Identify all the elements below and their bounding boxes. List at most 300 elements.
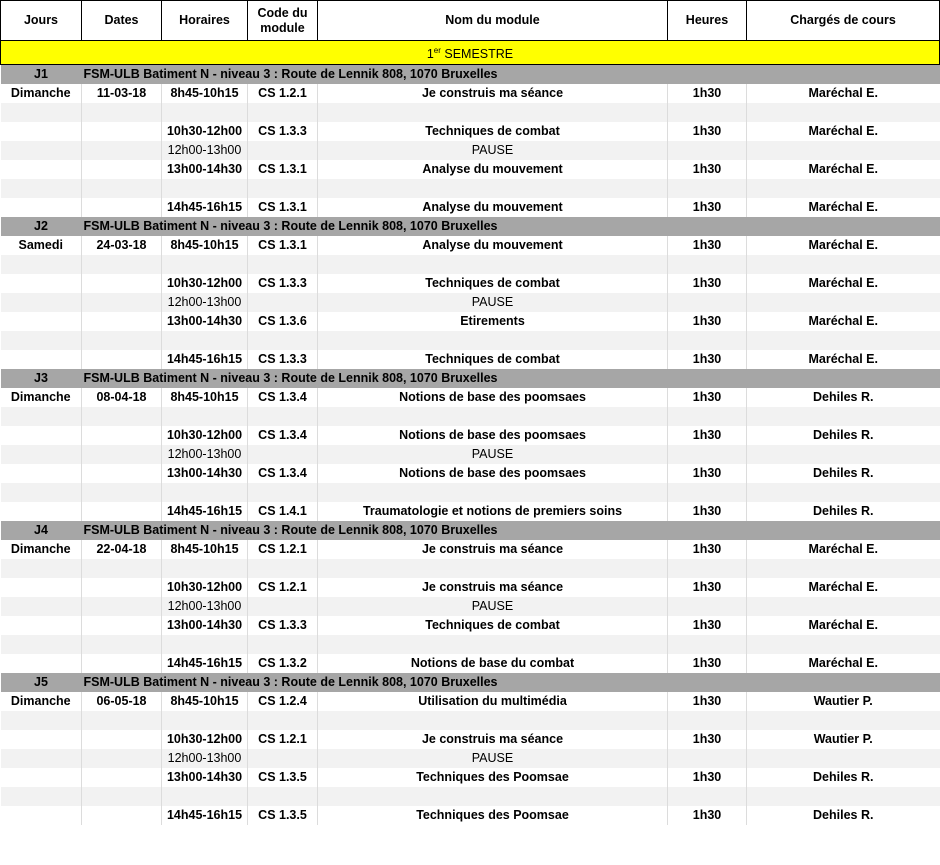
time-cell: 13h00-14h30: [162, 464, 248, 483]
code-cell: [248, 445, 318, 464]
teacher-cell: Maréchal E.: [808, 238, 878, 252]
module-name-cell: Analyse du mouvement: [318, 160, 668, 179]
module-name-cell: Je construis ma séance: [318, 540, 668, 559]
time-cell: 8h45-10h15: [162, 236, 248, 255]
teacher-cell: [747, 331, 940, 350]
teacher-cell: [747, 749, 940, 768]
code-cell: CS 1.2.1: [248, 578, 318, 597]
time-cell: 12h00-13h00: [162, 293, 248, 312]
date-cell: [82, 464, 162, 483]
day-id: J3: [1, 369, 82, 388]
semester-text: SEMESTRE: [440, 47, 514, 61]
time-cell: 10h30-12h00: [162, 730, 248, 749]
teacher-cell: Maréchal E.: [808, 656, 878, 670]
day-cell: [1, 179, 82, 198]
time-cell: 10h30-12h00: [162, 274, 248, 293]
session-row: [1, 255, 940, 274]
day-cell: [1, 141, 82, 160]
day-location: FSM-ULB Batiment N - niveau 3 : Route de Lennik 808, 1070 Bruxelles: [82, 521, 940, 540]
module-name-cell: Analyse du mouvement: [318, 236, 668, 255]
time-cell: 14h45-16h15: [162, 198, 248, 217]
hours-cell: 1h30: [668, 692, 747, 711]
hours-cell: 1h30: [668, 540, 747, 559]
time-cell: 12h00-13h00: [162, 597, 248, 616]
hours-cell: [668, 559, 747, 578]
code-cell: CS 1.3.4: [248, 426, 318, 445]
header-nom: Nom du module: [318, 1, 668, 41]
date-cell: [82, 597, 162, 616]
code-cell: CS 1.3.2: [248, 654, 318, 673]
teacher-cell: Wautier P.: [813, 732, 873, 746]
day-cell: [1, 198, 82, 217]
time-cell: 8h45-10h15: [162, 84, 248, 103]
day-id: J1: [1, 65, 82, 85]
header-code: [248, 1, 318, 41]
hours-cell: 1h30: [668, 768, 747, 787]
session-row: [1, 806, 940, 825]
module-name-cell: [318, 407, 668, 426]
day-id: J5: [1, 673, 82, 692]
day-cell: [1, 483, 82, 502]
session-row: [1, 236, 940, 255]
hours-cell: [668, 711, 747, 730]
semester-num: 1: [426, 47, 434, 61]
code-cell: [248, 711, 318, 730]
date-cell: [82, 331, 162, 350]
hours-cell: [668, 445, 747, 464]
day-cell: [1, 407, 82, 426]
day-cell: [1, 616, 82, 635]
day-cell: [1, 768, 82, 787]
hours-cell: 1h30: [668, 806, 747, 825]
module-name-cell: Techniques de combat: [318, 350, 668, 369]
teacher-cell: [747, 635, 940, 654]
semester-sup: er: [433, 46, 441, 55]
pause-row: [1, 141, 940, 160]
time-cell: 10h30-12h00: [162, 426, 248, 445]
time-cell: 10h30-12h00: [162, 122, 248, 141]
code-cell: [248, 331, 318, 350]
teacher-cell: [747, 483, 940, 502]
day-cell: [1, 255, 82, 274]
module-name-cell: Techniques des Poomsae: [318, 768, 668, 787]
module-name-cell: [318, 711, 668, 730]
day-id: J4: [1, 521, 82, 540]
session-row: [1, 122, 940, 141]
module-name-cell: [318, 331, 668, 350]
time-cell: 8h45-10h15: [162, 692, 248, 711]
session-row: [1, 635, 940, 654]
session-row: [1, 730, 940, 749]
hours-cell: [668, 787, 747, 806]
header-dates: Dates: [82, 1, 162, 41]
module-name-cell: [318, 483, 668, 502]
module-name-cell: Notions de base du combat: [318, 654, 668, 673]
teacher-cell: Dehiles R.: [813, 466, 874, 480]
code-cell: [248, 103, 318, 122]
teacher-cell: Wautier P.: [813, 694, 873, 708]
code-cell: [248, 141, 318, 160]
code-cell: CS 1.2.1: [248, 540, 318, 559]
date-cell: [82, 635, 162, 654]
module-name-cell: Je construis ma séance: [318, 84, 668, 103]
teacher-cell: Maréchal E.: [808, 542, 878, 556]
time-cell: [162, 559, 248, 578]
day-cell: [1, 597, 82, 616]
day-location-row: [1, 65, 940, 85]
date-cell: [82, 749, 162, 768]
teacher-cell: Maréchal E.: [808, 124, 878, 138]
time-cell: 8h45-10h15: [162, 388, 248, 407]
module-name-cell: [318, 179, 668, 198]
header-row: [1, 1, 940, 41]
date-cell: [82, 654, 162, 673]
date-cell: [82, 293, 162, 312]
session-row: [1, 198, 940, 217]
module-name-cell: Utilisation du multimédia: [318, 692, 668, 711]
hours-cell: 1h30: [668, 388, 747, 407]
teacher-cell: [747, 559, 940, 578]
date-cell: [82, 502, 162, 521]
code-cell: CS 1.2.1: [248, 84, 318, 103]
teacher-cell: [747, 407, 940, 426]
teacher-cell: [747, 179, 940, 198]
date-cell: [82, 768, 162, 787]
module-name-cell: Techniques des Poomsae: [318, 806, 668, 825]
day-location: FSM-ULB Batiment N - niveau 3 : Route de Lennik 808, 1070 Bruxelles: [82, 217, 940, 236]
hours-cell: [668, 597, 747, 616]
hours-cell: [668, 331, 747, 350]
session-row: [1, 464, 940, 483]
module-name-cell: Techniques de combat: [318, 122, 668, 141]
date-cell: 08-04-18: [82, 388, 162, 407]
time-cell: 8h45-10h15: [162, 540, 248, 559]
hours-cell: 1h30: [668, 502, 747, 521]
header-heures: Heures: [668, 1, 747, 41]
date-cell: [82, 255, 162, 274]
code-cell: CS 1.2.1: [248, 730, 318, 749]
hours-cell: [668, 179, 747, 198]
day-cell: [1, 293, 82, 312]
day-cell: [1, 331, 82, 350]
module-name-cell: PAUSE: [318, 749, 668, 768]
hours-cell: 1h30: [668, 84, 747, 103]
session-row: [1, 331, 940, 350]
code-cell: [248, 255, 318, 274]
module-name-cell: Techniques de combat: [318, 274, 668, 293]
hours-cell: 1h30: [668, 274, 747, 293]
time-cell: [162, 255, 248, 274]
date-cell: [82, 483, 162, 502]
time-cell: 14h45-16h15: [162, 350, 248, 369]
module-name-cell: Techniques de combat: [318, 616, 668, 635]
day-location: FSM-ULB Batiment N - niveau 3 : Route de Lennik 808, 1070 Bruxelles: [82, 65, 940, 85]
time-cell: 13h00-14h30: [162, 312, 248, 331]
semester-label: [1, 41, 940, 65]
day-cell: Dimanche: [1, 540, 82, 559]
hours-cell: 1h30: [668, 160, 747, 179]
hours-cell: [668, 103, 747, 122]
day-cell: [1, 578, 82, 597]
date-cell: [82, 312, 162, 331]
day-cell: [1, 654, 82, 673]
module-name-cell: [318, 103, 668, 122]
module-name-cell: PAUSE: [318, 293, 668, 312]
date-cell: [82, 445, 162, 464]
hours-cell: [668, 141, 747, 160]
time-cell: 12h00-13h00: [162, 141, 248, 160]
day-cell: [1, 749, 82, 768]
hours-cell: 1h30: [668, 236, 747, 255]
teacher-cell: Maréchal E.: [808, 162, 878, 176]
header-code-line1: Code du: [257, 5, 308, 20]
time-cell: [162, 483, 248, 502]
day-cell: Samedi: [1, 236, 82, 255]
date-cell: [82, 274, 162, 293]
session-row: [1, 711, 940, 730]
date-cell: [82, 122, 162, 141]
date-cell: [82, 198, 162, 217]
session-row: [1, 388, 940, 407]
day-cell: [1, 103, 82, 122]
date-cell: [82, 407, 162, 426]
module-name-cell: Notions de base des poomsaes: [318, 464, 668, 483]
day-cell: [1, 160, 82, 179]
teacher-cell: Maréchal E.: [808, 580, 878, 594]
time-cell: 14h45-16h15: [162, 502, 248, 521]
time-cell: 13h00-14h30: [162, 160, 248, 179]
day-cell: [1, 635, 82, 654]
session-row: [1, 84, 940, 103]
teacher-cell: Maréchal E.: [808, 86, 878, 100]
session-row: [1, 160, 940, 179]
module-name-cell: PAUSE: [318, 445, 668, 464]
module-name-cell: Etirements: [318, 312, 668, 331]
day-cell: [1, 312, 82, 331]
day-cell: Dimanche: [1, 388, 82, 407]
teacher-cell: Dehiles R.: [813, 504, 874, 518]
code-cell: [248, 179, 318, 198]
time-cell: [162, 787, 248, 806]
pause-row: [1, 445, 940, 464]
code-cell: CS 1.3.3: [248, 274, 318, 293]
time-cell: 12h00-13h00: [162, 445, 248, 464]
session-row: [1, 768, 940, 787]
session-row: [1, 483, 940, 502]
module-name-cell: [318, 635, 668, 654]
code-cell: [248, 787, 318, 806]
time-cell: 13h00-14h30: [162, 616, 248, 635]
day-cell: [1, 502, 82, 521]
teacher-cell: Maréchal E.: [808, 352, 878, 366]
hours-cell: 1h30: [668, 426, 747, 445]
code-cell: CS 1.3.5: [248, 768, 318, 787]
module-name-cell: [318, 559, 668, 578]
schedule-body: [1, 65, 940, 826]
day-location-row: [1, 369, 940, 388]
session-row: [1, 692, 940, 711]
teacher-cell: Dehiles R.: [813, 428, 874, 442]
date-cell: [82, 426, 162, 445]
session-row: [1, 787, 940, 806]
teacher-cell: [747, 445, 940, 464]
day-id: J2: [1, 217, 82, 236]
teacher-cell: Maréchal E.: [808, 314, 878, 328]
date-cell: 24-03-18: [82, 236, 162, 255]
teacher-cell: Maréchal E.: [808, 618, 878, 632]
teacher-cell: [747, 711, 940, 730]
code-cell: [248, 407, 318, 426]
session-row: [1, 274, 940, 293]
module-name-cell: Je construis ma séance: [318, 578, 668, 597]
code-cell: CS 1.3.1: [248, 236, 318, 255]
code-cell: [248, 293, 318, 312]
teacher-cell: Maréchal E.: [808, 276, 878, 290]
teacher-cell: Dehiles R.: [813, 808, 874, 822]
teacher-cell: [747, 293, 940, 312]
teacher-cell: [747, 103, 940, 122]
day-cell: [1, 730, 82, 749]
day-cell: [1, 122, 82, 141]
time-cell: 14h45-16h15: [162, 806, 248, 825]
session-row: [1, 103, 940, 122]
time-cell: [162, 179, 248, 198]
code-cell: [248, 635, 318, 654]
teacher-cell: Dehiles R.: [813, 770, 874, 784]
date-cell: [82, 787, 162, 806]
time-cell: [162, 711, 248, 730]
day-cell: [1, 274, 82, 293]
date-cell: [82, 141, 162, 160]
session-row: [1, 426, 940, 445]
teacher-cell: [747, 787, 940, 806]
time-cell: [162, 103, 248, 122]
day-location: FSM-ULB Batiment N - niveau 3 : Route de Lennik 808, 1070 Bruxelles: [82, 673, 940, 692]
day-cell: Dimanche: [1, 692, 82, 711]
date-cell: [82, 559, 162, 578]
hours-cell: [668, 635, 747, 654]
time-cell: 14h45-16h15: [162, 654, 248, 673]
time-cell: [162, 635, 248, 654]
session-row: [1, 540, 940, 559]
code-cell: [248, 597, 318, 616]
header-code-line2: module: [260, 20, 305, 35]
day-cell: [1, 559, 82, 578]
session-row: [1, 407, 940, 426]
date-cell: 11-03-18: [82, 84, 162, 103]
session-row: [1, 616, 940, 635]
hours-cell: [668, 293, 747, 312]
code-cell: CS 1.3.3: [248, 350, 318, 369]
date-cell: 22-04-18: [82, 540, 162, 559]
code-cell: CS 1.3.6: [248, 312, 318, 331]
day-cell: [1, 464, 82, 483]
module-name-cell: PAUSE: [318, 597, 668, 616]
session-row: [1, 654, 940, 673]
day-location-row: [1, 673, 940, 692]
hours-cell: 1h30: [668, 616, 747, 635]
teacher-cell: Maréchal E.: [808, 200, 878, 214]
date-cell: [82, 160, 162, 179]
time-cell: 13h00-14h30: [162, 768, 248, 787]
code-cell: CS 1.3.3: [248, 616, 318, 635]
code-cell: [248, 559, 318, 578]
teacher-cell: Dehiles R.: [813, 390, 874, 404]
date-cell: [82, 806, 162, 825]
day-cell: [1, 350, 82, 369]
hours-cell: [668, 407, 747, 426]
date-cell: [82, 179, 162, 198]
code-cell: CS 1.3.4: [248, 388, 318, 407]
time-cell: [162, 407, 248, 426]
time-cell: 10h30-12h00: [162, 578, 248, 597]
code-cell: CS 1.3.3: [248, 122, 318, 141]
module-name-cell: Notions de base des poomsaes: [318, 426, 668, 445]
header-charges: Chargés de cours: [747, 1, 940, 41]
module-name-cell: [318, 255, 668, 274]
date-cell: 06-05-18: [82, 692, 162, 711]
code-cell: CS 1.3.1: [248, 198, 318, 217]
hours-cell: 1h30: [668, 350, 747, 369]
pause-row: [1, 597, 940, 616]
day-location: FSM-ULB Batiment N - niveau 3 : Route de Lennik 808, 1070 Bruxelles: [82, 369, 940, 388]
code-cell: CS 1.3.5: [248, 806, 318, 825]
hours-cell: 1h30: [668, 312, 747, 331]
module-name-cell: Traumatologie et notions de premiers soins: [318, 502, 668, 521]
hours-cell: [668, 255, 747, 274]
day-cell: [1, 787, 82, 806]
session-row: [1, 559, 940, 578]
session-row: [1, 179, 940, 198]
hours-cell: 1h30: [668, 654, 747, 673]
day-location-row: [1, 217, 940, 236]
date-cell: [82, 350, 162, 369]
pause-row: [1, 749, 940, 768]
day-cell: [1, 445, 82, 464]
module-name-cell: PAUSE: [318, 141, 668, 160]
date-cell: [82, 578, 162, 597]
day-location-row: [1, 521, 940, 540]
hours-cell: [668, 749, 747, 768]
date-cell: [82, 616, 162, 635]
code-cell: CS 1.2.4: [248, 692, 318, 711]
code-cell: [248, 749, 318, 768]
teacher-cell: [747, 597, 940, 616]
module-name-cell: [318, 787, 668, 806]
session-row: [1, 350, 940, 369]
date-cell: [82, 730, 162, 749]
code-cell: CS 1.4.1: [248, 502, 318, 521]
teacher-cell: [747, 255, 940, 274]
date-cell: [82, 103, 162, 122]
hours-cell: 1h30: [668, 198, 747, 217]
session-row: [1, 578, 940, 597]
code-cell: [248, 483, 318, 502]
day-cell: [1, 711, 82, 730]
time-cell: 12h00-13h00: [162, 749, 248, 768]
hours-cell: [668, 483, 747, 502]
module-name-cell: Notions de base des poomsaes: [318, 388, 668, 407]
day-cell: [1, 426, 82, 445]
header-horaires: Horaires: [162, 1, 248, 41]
pause-row: [1, 293, 940, 312]
teacher-cell: [747, 141, 940, 160]
hours-cell: 1h30: [668, 122, 747, 141]
module-name-cell: Analyse du mouvement: [318, 198, 668, 217]
time-cell: [162, 331, 248, 350]
hours-cell: 1h30: [668, 578, 747, 597]
day-cell: Dimanche: [1, 84, 82, 103]
